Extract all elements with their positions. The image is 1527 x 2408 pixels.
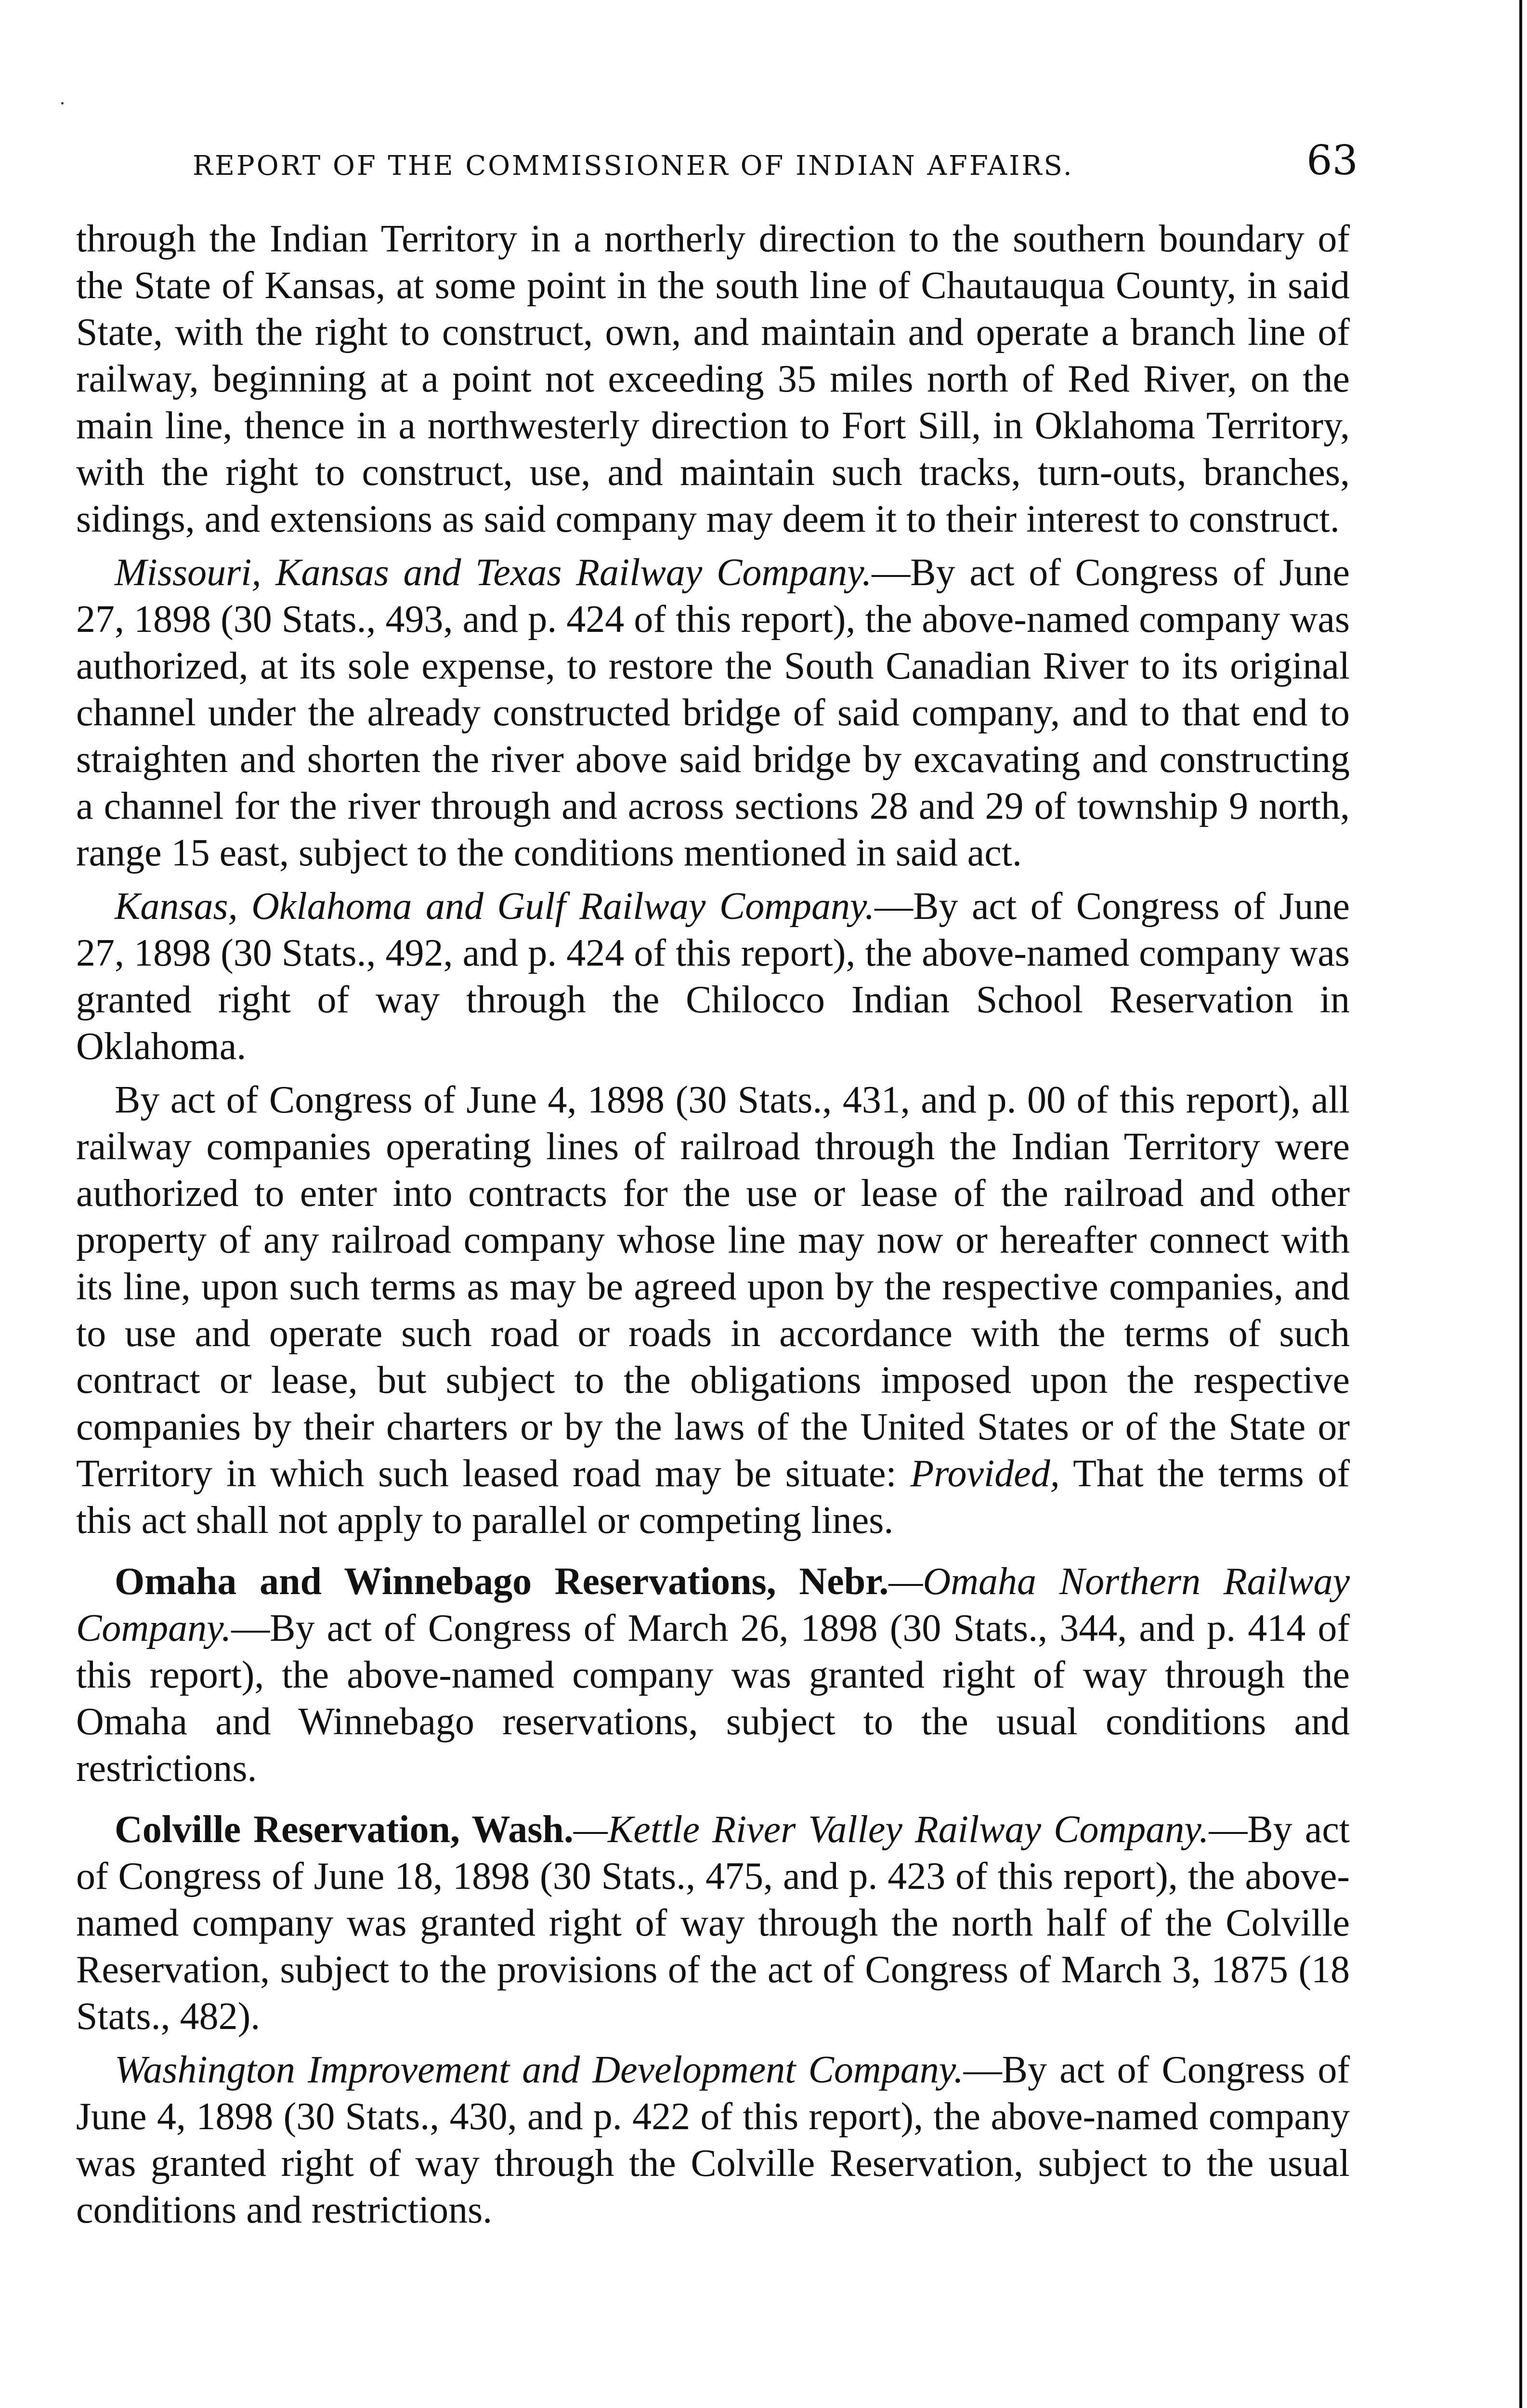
paragraph-kansas-oklahoma-gulf — [76, 883, 1350, 1070]
paragraph-continuation — [76, 216, 1350, 543]
provided-word: Provided, — [910, 1453, 1060, 1495]
paragraph-text: —By act of Congress of June 27, 1898 (30 Stats., 492, and p. 424 of this report), the above-named company was granted right of way through the Chilocco Indian School Reservation in Oklahoma. — [76, 885, 1350, 1068]
text-body — [76, 216, 1350, 2240]
page-number: 63 — [1306, 137, 1358, 184]
company-heading: —Omaha Northern Railway Company. — [76, 1560, 1350, 1649]
paragraph-text: By act of Congress of June 4, 1898 (30 Stats., 431, and p. 00 of this report), all railway companies operating lines of railroad through the Indian Territory were authorized to enter into contracts for the use or lease of the railroad and other property of any railroad company whose line may now or hereafter connect with its line, upon such terms as may be agreed upon by the respective companies, and to use and operate such road or roads in accordance with the terms of such contract or lease, but subject to the obligations imposed upon the respective companies by their charters or by the laws of the United States or of the State or Territory in which such leased road may be situate: — [76, 1079, 1350, 1495]
paragraph-heading: Washington Improvement and Development Company. — [115, 2049, 964, 2091]
section-heading: Omaha and Winnebago Reservations, Nebr. — [115, 1560, 889, 1603]
company-heading: —Kettle River Valley Railway Company. — [573, 1808, 1209, 1851]
paragraph-text: —By act of Congress of June 27, 1898 (30 Stats., 493, and p. 424 of this report), the above-named company was authorized, at its sole expense, to restore the South Canadian River to its original channel under the already constructed bridge of said company, and to that end to straighten and shorten the river above said bridge by excavating and constructing a channel for the river through and across sections 28 and 29 of township 9 north, range 15 east, subject to the conditions mentioned in said act. — [76, 551, 1350, 874]
section-heading: Colville Reservation, Wash. — [115, 1808, 574, 1851]
page-header — [193, 136, 1358, 203]
paragraph-text: through the Indian Territory in a northerly direction to the southern boundary of the State of Kansas, at some point in the south line of Chautauqua County, in said State, with the right to construct, own, and maintain and operate a branch line of railway, beginning at a point not exceeding 35 miles north of Red River, on the main line, thence in a northwesterly direction to Fort Sill, in Oklahoma Territory, with the right to construct, use, and maintain such tracks, turn-outs, branches, sidings, and extensions as said company may deem it to their interest to construct. — [76, 218, 1350, 540]
paragraph-heading: Kansas, Oklahoma and Gulf Railway Company. — [115, 885, 875, 928]
paragraph-text: —By act of Congress of June 18, 1898 (30 Stats., 475, and p. 423 of this report), the above-named company was granted right of way through the north half of the Colville Reservation, subject to the provisions of the act of Congress of March 3, 1875 (18 Stats., 482). — [76, 1808, 1350, 2038]
running-title: REPORT OF THE COMMISSIONER OF INDIAN AFFAIRS. — [193, 150, 1074, 182]
page-edge-border — [1519, 0, 1522, 2408]
paragraph-heading: Missouri, Kansas and Texas Railway Company. — [115, 551, 872, 594]
paragraph-washington-improvement — [76, 2047, 1350, 2234]
scan-speck — [61, 102, 64, 105]
paragraph-text-tail: That the terms of this act shall not apply to parallel or competing lines. — [76, 1453, 1350, 1542]
paragraph-missouri-kansas-texas — [76, 550, 1350, 877]
paragraph-text: —By act of Congress of March 26, 1898 (30 Stats., 344, and p. 414 of this report), the above-named company was granted right of way through the Omaha and Winnebago reservations, subject to the usual conditions and restrictions. — [76, 1607, 1350, 1790]
paragraph-omaha-winnebago — [76, 1558, 1350, 1792]
paragraph-colville-kettle-river — [76, 1806, 1350, 2040]
paragraph-text: —By act of Congress of June 4, 1898 (30 Stats., 430, and p. 422 of this report), the above-named company was granted right of way through the Colville Reservation, subject to the usual conditions and restrictions. — [76, 2049, 1350, 2231]
paragraph-railway-contracts — [76, 1077, 1350, 1544]
